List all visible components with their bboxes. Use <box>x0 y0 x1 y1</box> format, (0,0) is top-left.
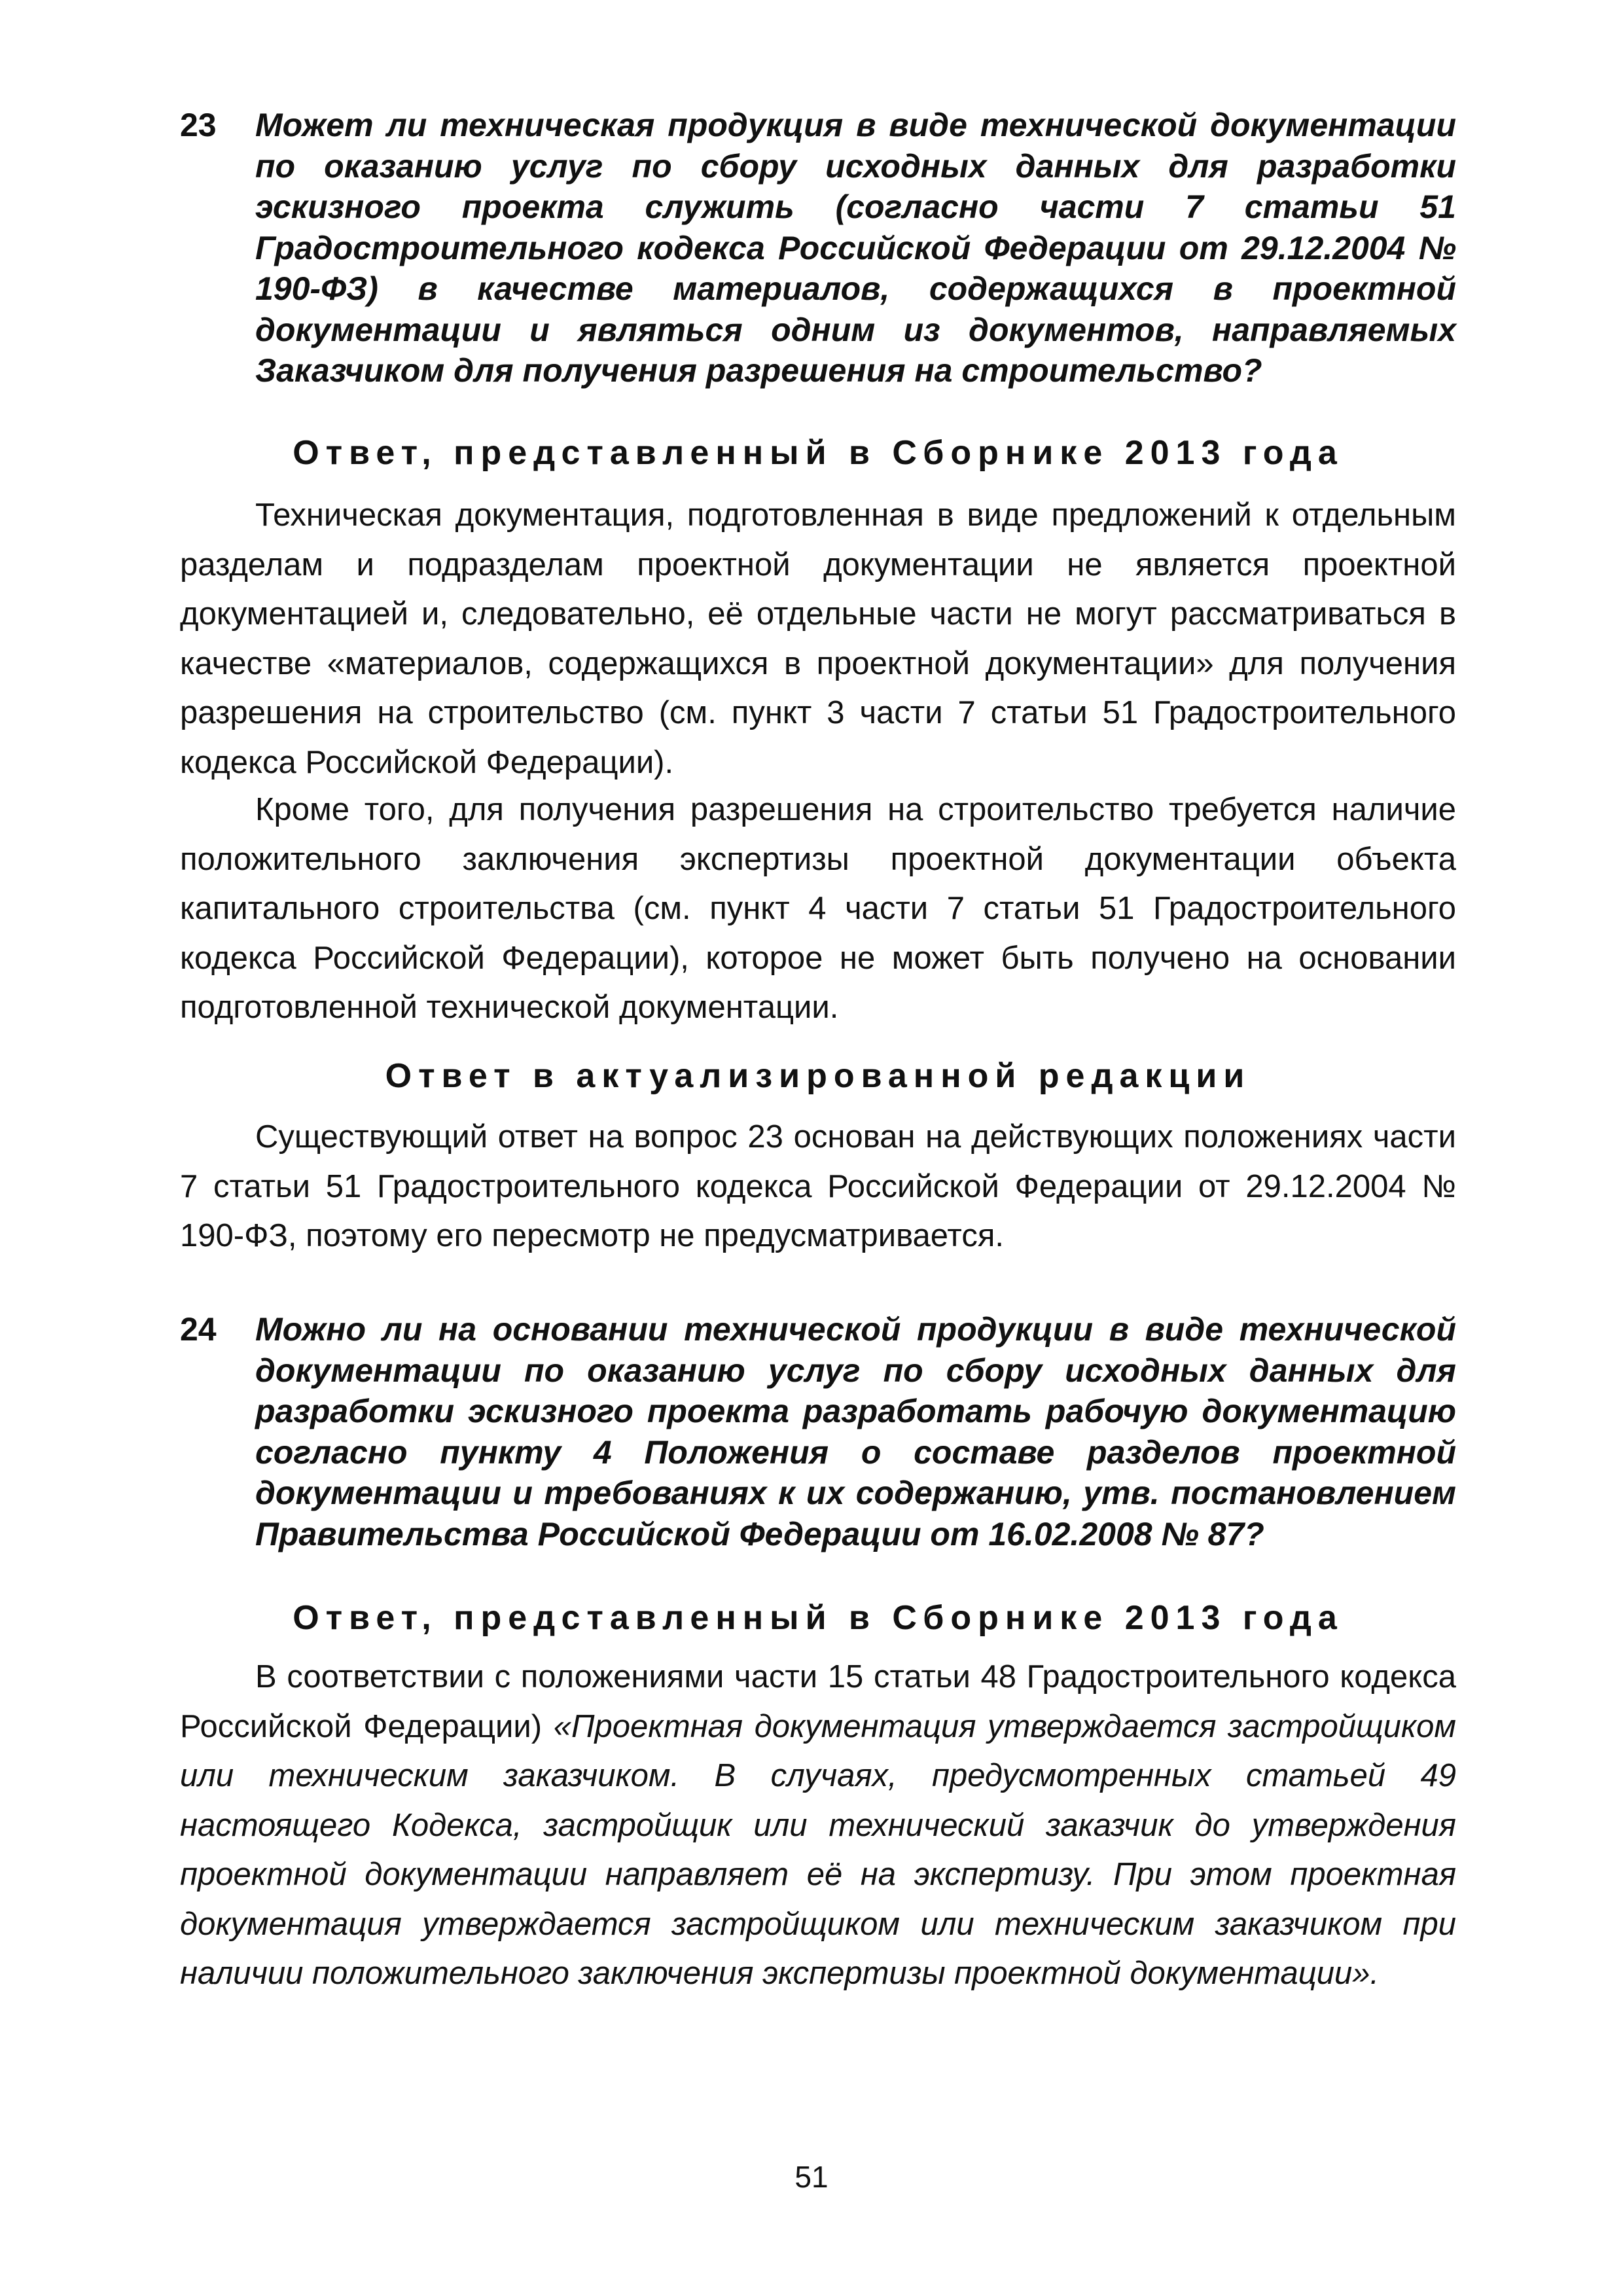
paragraph-lead: В соответствии с положениями части 15 статьи 48 Градостроительного кодекса Российской Федерации) <box>180 1659 1456 1744</box>
page-number: 51 <box>794 2160 829 2194</box>
quoted-text: «Проектная документация утверждается застройщиком или техническим заказчиком. В случаях, предусмотренных статьей 49 настоящего Кодекса, застройщик или технический заказчик до утверждения проектной документации направляет её на экспертизу. При этом проектная документация утверждается застройщиком или техническим заказчиком при наличии положительного заключения экспертизы проектной документации». <box>180 1708 1456 1991</box>
paragraph <box>180 1653 1456 1999</box>
question-number: 24 <box>180 1311 217 1348</box>
question-text: Можно ли на основании технической продукции в виде технической документации по оказанию услуг по сбору исходных данных для разработки эскизного проекта разработать рабочую документацию согласно пункту 4 Положения о составе разделов проектной документации и требованиях к их содержанию, утв. постановлением Правительства Российской Федерации от 16.02.2008 № 87? <box>255 1311 1456 1552</box>
question-24 <box>180 1309 1456 1554</box>
question-number: 23 <box>180 107 217 143</box>
paragraph: Кроме того, для получения разрешения на строительство требуется наличие положительного заключения экспертизы проектной документации объекта капитального строительства (см. пункт 4 части 7 статьи 51 Градостроительного кодекса Российской Федерации), которое не может быть получено на основании подготовленной технической документации. <box>180 792 1456 1025</box>
section-heading: Ответ, представленный в Сборнике 2013 года <box>293 434 1344 472</box>
section-heading: Ответ, представленный в Сборнике 2013 года <box>293 1599 1344 1637</box>
paragraph: Техническая документация, подготовленная в виде предложений к отдельным разделам и подразделам проектной документации не является проектной документацией и, следовательно, её отдельные части не могут рассматриваться в качестве «материалов, содержащихся в проектной документации» для получения разрешения на строительство (см. пункт 3 части 7 статьи 51 Градостроительного кодекса Российской Федерации). <box>180 497 1456 780</box>
paragraph: Существующий ответ на вопрос 23 основан на действующих положениях части 7 статьи 51 Градостроительного кодекса Российской Федерации от 29.12.2004 № 190-ФЗ, поэтому его пересмотр не предусматривается. <box>180 1119 1456 1253</box>
question-text: Может ли техническая продукция в виде технической документации по оказанию услуг по сбору исходных данных для разработки эскизного проекта служить (согласно части 7 статьи 51 Градостроительного кодекса Российской Федерации от 29.12.2004 № 190-ФЗ) в качестве материалов, содержащихся в проектной документации и являться одним из документов, направляемых Заказчиком для получения разрешения на строительство? <box>255 107 1456 389</box>
section-heading: Ответ в актуализированной редакции <box>385 1057 1251 1095</box>
question-23 <box>180 105 1456 391</box>
